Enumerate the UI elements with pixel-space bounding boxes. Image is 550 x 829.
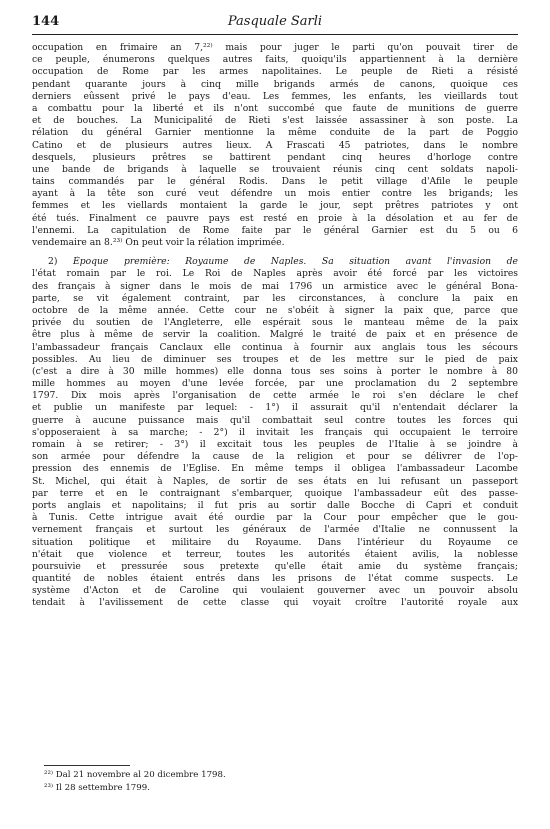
text-line: (c'est a dire à 30 mille hommes) elle donna tous ses soins à porter le nombre à 80 <box>32 365 518 377</box>
text-line: ports anglais et napolitains; il fut pris au sortir dalle Bocche di Capri et conduit <box>32 499 518 511</box>
text-line: été tués. Finalment ce pauvre pays est resté en proie à la désolation et au fer de <box>32 212 518 224</box>
header-rule <box>32 34 518 35</box>
text-line: à Tunis. Cette intrigue avait été ourdie par la Cour pour empêcher que le gou- <box>32 512 518 524</box>
text-line: tendait à l'avilissement de cette classe qui voyait croître l'autorité royale aux <box>32 597 518 609</box>
text-line: possibles. Au lieu de diminuer ses troupes et de les mettre sur le pied de paix <box>32 353 518 365</box>
text-line: des français à signer dans le mois de mai 1796 un armistice avec le général Bona- <box>32 280 518 292</box>
footnote-rule <box>44 765 130 766</box>
text-line: privée du soutien de l'Angleterre, elle espérait sous le manteau même de la paix <box>32 317 518 329</box>
text-line: St. Michel, qui était à Naples, de sortir de ses états en lui refusant un passeport <box>32 475 518 487</box>
text-line: l'ambassadeur français Canclaux elle continua à fournir aux anglais tous les sécours <box>32 341 518 353</box>
page-header <box>32 14 518 36</box>
text-line: système d'Acton et de Caroline qui voulaient gouverner avec un pouvoir absolu <box>32 585 518 597</box>
text-line: être plus à même de servir la coalition. Malgré le traité de paix et en présence de <box>32 329 518 341</box>
text-line: une bande de brigands à laquelle se trouvaient réunis cinq cent soldats napoli- <box>32 163 518 175</box>
text-line: par terre et en le contraignant s'embarquer, quoique l'ambassadeur eût des passe- <box>32 487 518 499</box>
text-line: quantité de nobles étaient entrés dans les prisons de l'état comme suspects. Le <box>32 573 518 585</box>
text-line: guerre à aucune puissance mais qu'il combattait seul contre toutes les forces qui <box>32 414 518 426</box>
text-line: ce peuple, énumerons quelques autres faits, quoiqu'ils appartiennent à la dernière <box>32 54 518 66</box>
text-line: pendant quarante jours à cinq mille brigands armés de canons, quoique ces <box>32 78 518 90</box>
text-line: occupation de Rome par les armes napolitaines. Le peuple de Rieti a résisté <box>32 66 518 78</box>
body-text <box>32 42 518 610</box>
footnote-22: ²²⁾ Dal 21 novembre al 20 dicembre 1798. <box>44 770 226 780</box>
text-line: situation politique et militaire du Royaume. Dans l'intérieur du Royaume ce <box>32 536 518 548</box>
footnote-23: ²³⁾ Il 28 settembre 1799. <box>44 783 150 793</box>
text-line: a combattu pour la liberté et ils n'ont succombé que faute de munitions de guerre <box>32 102 518 114</box>
text-line: vendemaire an 8.²³⁾ On peut voir la rélation imprimée. <box>32 237 285 248</box>
text-line: octobre de la même année. Cette cour ne s'obéit à signer la paix que, parce que <box>32 304 518 316</box>
text-line: s'opposeraient à sa marche; - 2°) il invitait les français qui occupaient le terroire <box>32 426 518 438</box>
text-line: mille hommes au moyen d'une levée forcée, par une proclamation du 2 septembre <box>32 378 518 390</box>
footnotes <box>44 769 226 795</box>
text-line: poursuivie et pressurée sous pretexte qu'elle était amie du système français; <box>32 560 518 572</box>
text-line: et de bouches. La Municipalité de Rieti s'est laissée assassiner à son poste. La <box>32 115 518 127</box>
section-heading-line: 2) Époque première: Royaume de Naples. Sa situation avant l'invasion de <box>48 256 518 268</box>
text-line: romain à se retirer; - 3°) il excitait tous les peuples de l'Italie à se joindre à <box>32 439 518 450</box>
text-line: son armée pour défendre la cause de la religion et pour se délivrer de l'op- <box>32 451 518 463</box>
text-line: femmes et les viellards montaient la garde le jour, sept prêtres patriotes y ont <box>32 200 518 212</box>
text-line: l'ennemi. La capitulation de Rome faite par le général Garnier est du 5 ou 6 <box>32 224 518 236</box>
text-line: parte, se vit également contraint, par les circonstances, à conclure la paix en <box>32 292 518 304</box>
text-line: 1797. Dix mois après l'organisation de cette armée le roi s'en déclare le chef <box>32 390 518 402</box>
text-line: Catino et de plusieurs autres lieux. A Frascati 45 patriotes, dans le nombre <box>32 139 518 151</box>
text-line: ayant à la tête son curé veut défendre un mois entier contre les brigands; les <box>32 188 518 200</box>
text-line: n'était que violence et terreur, toutes les autorités étaient avilis, la noblesse <box>32 548 518 560</box>
text-line: desquels, plusieurs prêtres se battirent pendant cinq heures d'horloge contre <box>32 151 518 163</box>
text-line: occupation en frimaire an 7,²²⁾ mais pour juger le parti qu'on pouvait tirer de <box>32 42 518 53</box>
text-line: rélation du général Garnier mentionne la même conduite de la part de Poggio <box>32 127 518 139</box>
text-line: derniers eûssent privé le pays d'eau. Les femmes, les enfants, les vieillards tout <box>32 90 518 102</box>
text-line: et publie un manifeste par lequel: - 1°) il assurait qu'il n'entendait déclarer la <box>32 402 518 414</box>
text-line: tains commandés par le général Rodis. Dans le petit village d'Afile le peuple <box>32 176 518 188</box>
text-line: vernement français et surtout les généraux de l'armée d'Italie ne connussent la <box>32 524 518 536</box>
page-number: 144 <box>32 14 60 29</box>
text-line: l'état romain par le roi. Le Roi de Naples après avoir été forcé par les victoires <box>32 268 518 280</box>
text-line: pression des ennemis de l'Eglise. En même temps il obligea l'ambassadeur Lacombe <box>32 463 518 475</box>
running-title: Pasquale Sarli <box>227 14 323 29</box>
